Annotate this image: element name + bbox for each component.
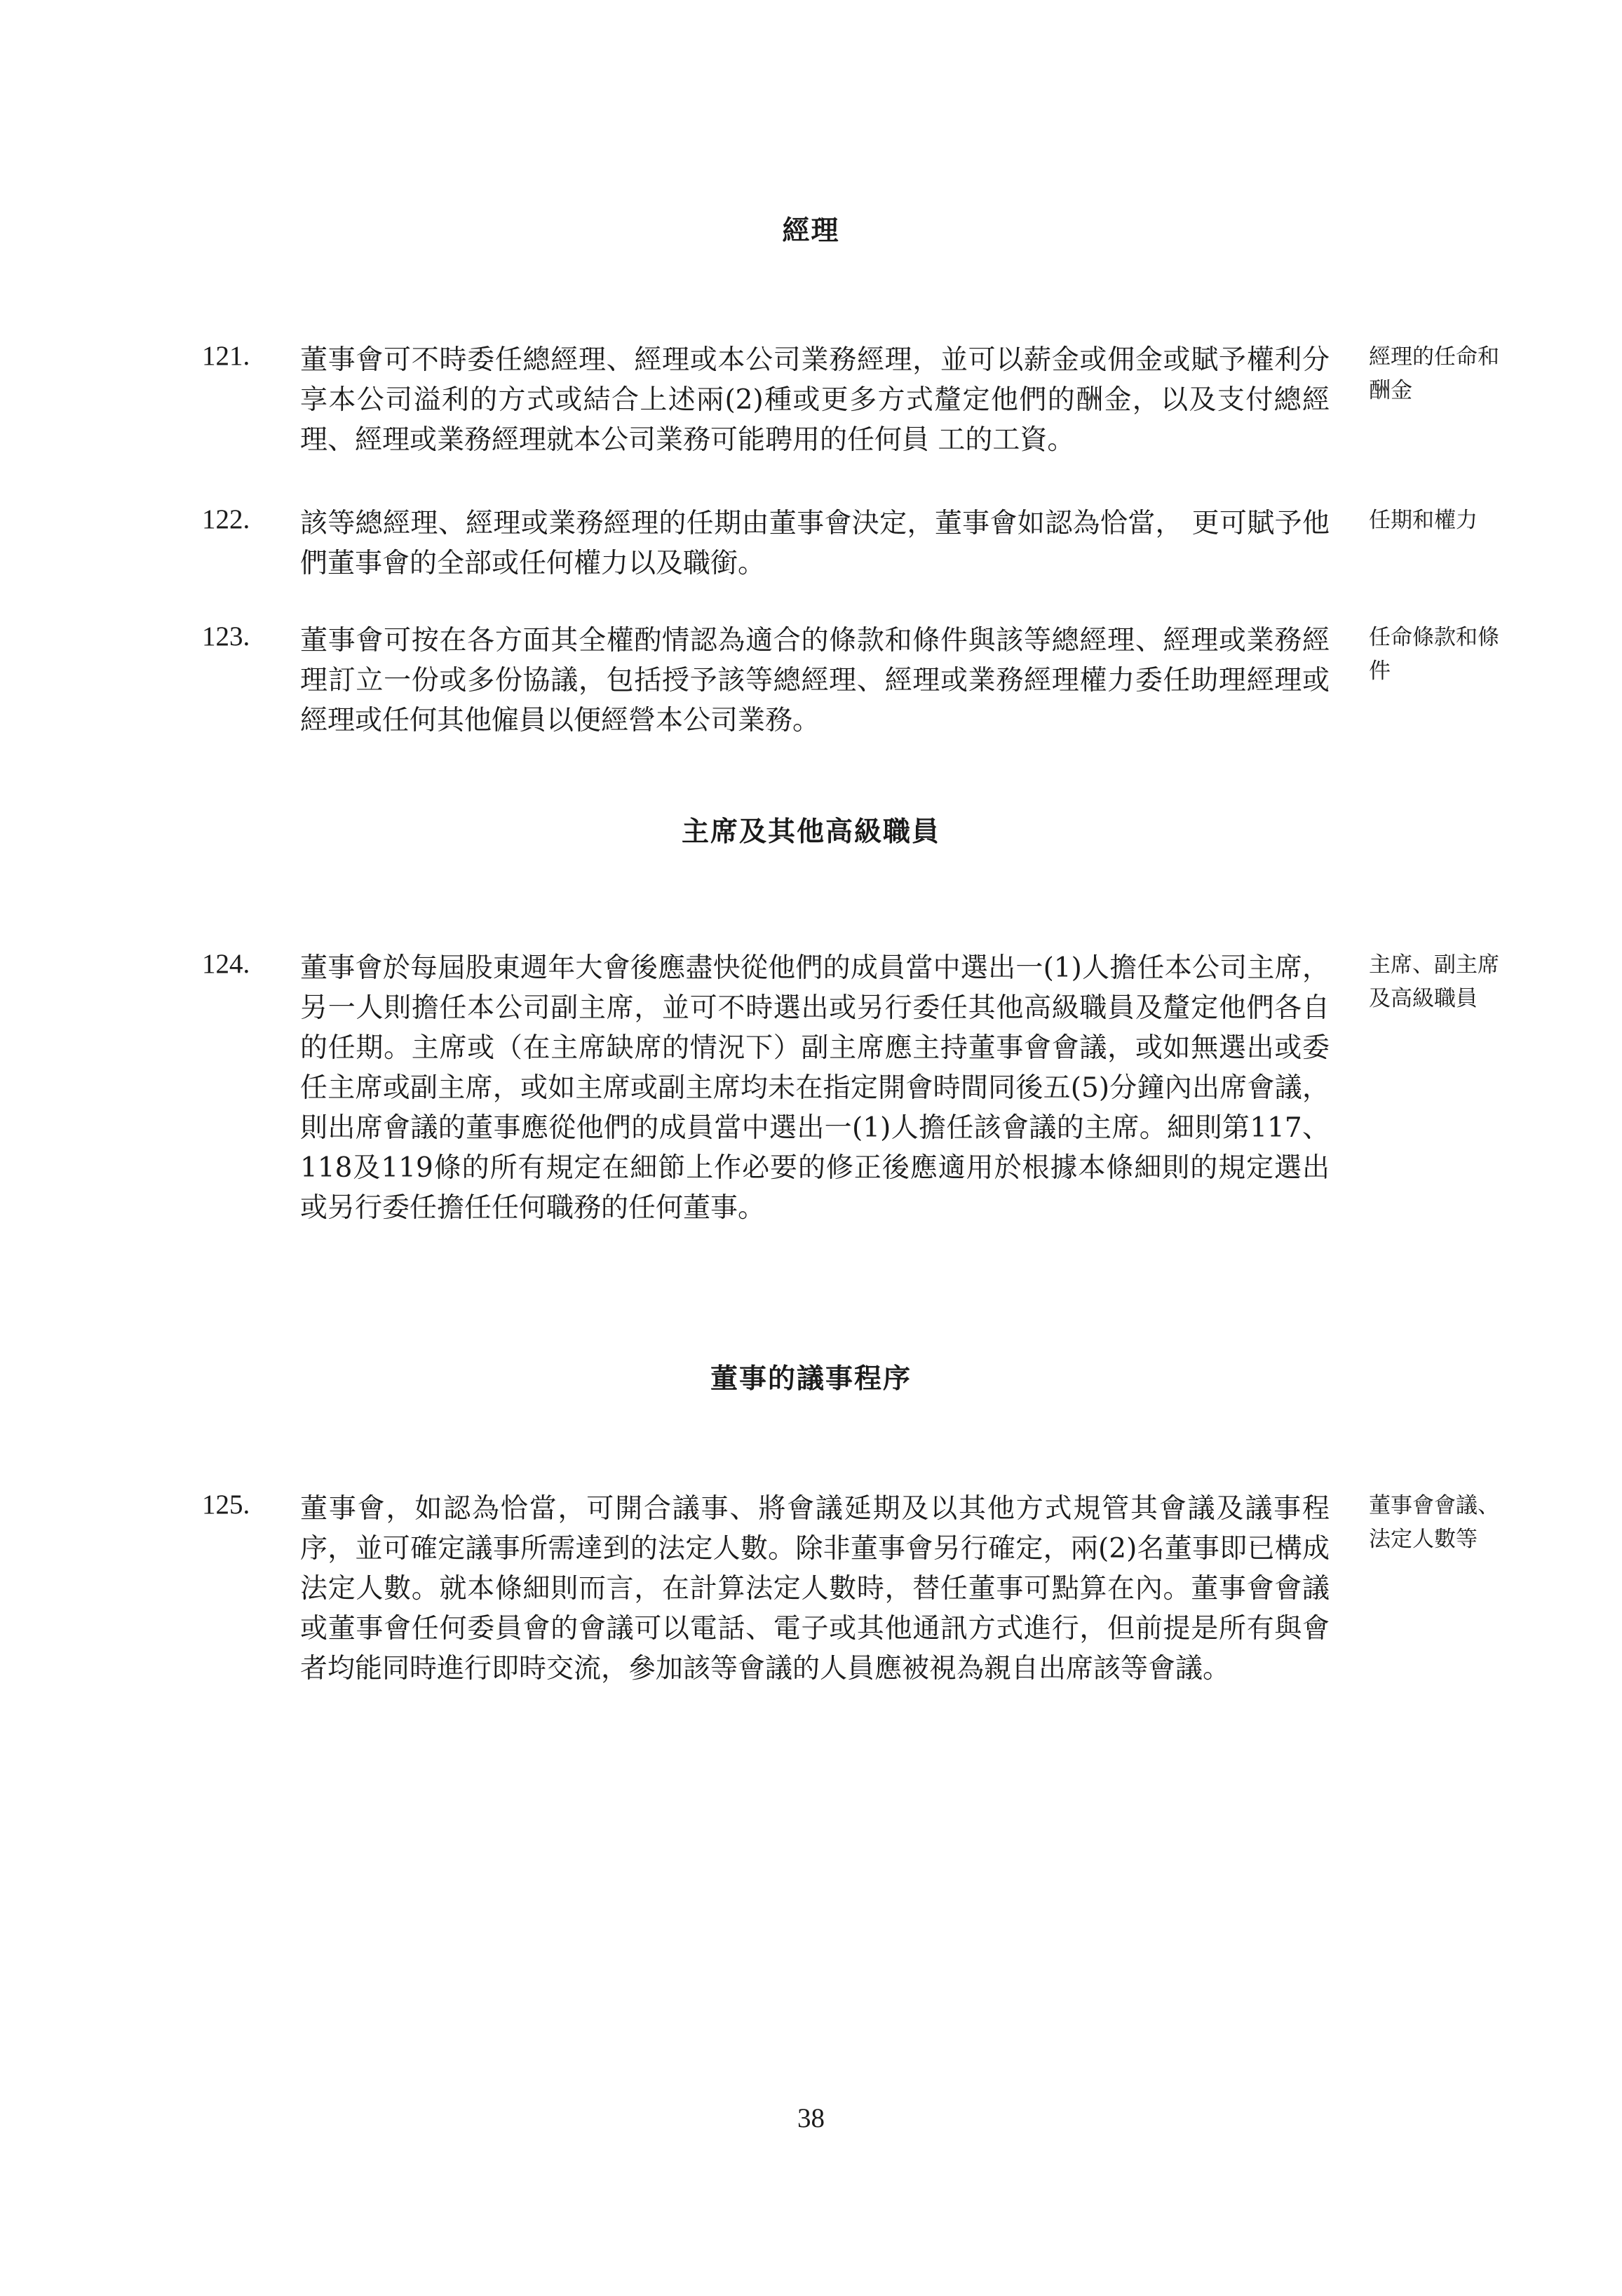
section-heading-managers: 經理 [782, 215, 840, 247]
section-heading-chairman: 主席及其他高級職員 [681, 816, 940, 848]
margin-note: 經理的任命和 酬金 [1369, 344, 1499, 403]
margin-note: 主席、副主席及高級職員 [1369, 952, 1499, 1011]
margin-note: 任期和權力 [1369, 508, 1478, 533]
article-number: 123. [202, 621, 250, 651]
article-number: 121. [202, 341, 250, 371]
article-text: 董事會可按在各方面其全權酌情認為適合的條款和條件與該等總經理、經理或業務經理訂立一份或多份協議，包括授予該等總經理、經理或業務經理權力委任助理經理或經理或任何其他僱員以便經營本公司業務。 [300, 625, 1330, 736]
article-number: 125. [202, 1490, 250, 1520]
article-text: 董事會於每屆股東週年大會後應盡快從他們的成員當中選出一(1)人擔任本公司主席，另一人則擔任本公司副主席，並可不時選出或另行委任其他高級職員及釐定他們各自的任期。主席或（在主席缺席的情況下）副主席應主持董事會會議，或如無選出或委任主席或副主席，或如主席或副主席均未在指定開會時間同後五(5)分鐘內出席會議，則出席會議的董事應從他們的成員當中選出一(1)人擔任該會議的主席。細則第117、118及119條的所有規定在細節上作必要的修正後應適用於根據本條細則的規定選出或另行委任擔任任何職務的任何董事。 [300, 952, 1330, 1224]
article-text: 董事會可不時委任總經理、經理或本公司業務經理，並可以薪金或佣金或賦予權利分享本公司溢利的方式或結合上述兩(2)種或更多方式釐定他們的酬金，以及支付總經理、經理或業務經理就本公司業務可能聘用的任何員 工的工資。 [300, 344, 1330, 456]
article-text: 董事會，如認為恰當，可開合議事、將會議延期及以其他方式規管其會議及議事程序，並可確定議事所需達到的法定人數。除非董事會另行確定，兩(2)名董事即已構成法定人數。就本條細則而言，在計算法定人數時，替任董事可點算在內。董事會會議或董事會任何委員會的會議可以電話、電子或其他通訊方式進行，但前提是所有與會者均能同時進行即時交流，參加該等會議的人員應被視為親自出席該等會議。 [300, 1493, 1330, 1684]
article-text: 該等總經理、經理或業務經理的任期由董事會決定，董事會如認為恰當， 更可賦予他們董事會的全部或任何權力以及職銜。 [300, 508, 1330, 579]
article-number: 122. [202, 504, 250, 534]
page-number: 38 [797, 2103, 825, 2133]
article-number: 124. [202, 949, 250, 979]
section-heading-proceedings: 董事的議事程序 [710, 1363, 912, 1395]
margin-note: 董事會會議、 法定人數等 [1369, 1493, 1499, 1552]
margin-note: 任命條款和條件 [1369, 625, 1499, 684]
